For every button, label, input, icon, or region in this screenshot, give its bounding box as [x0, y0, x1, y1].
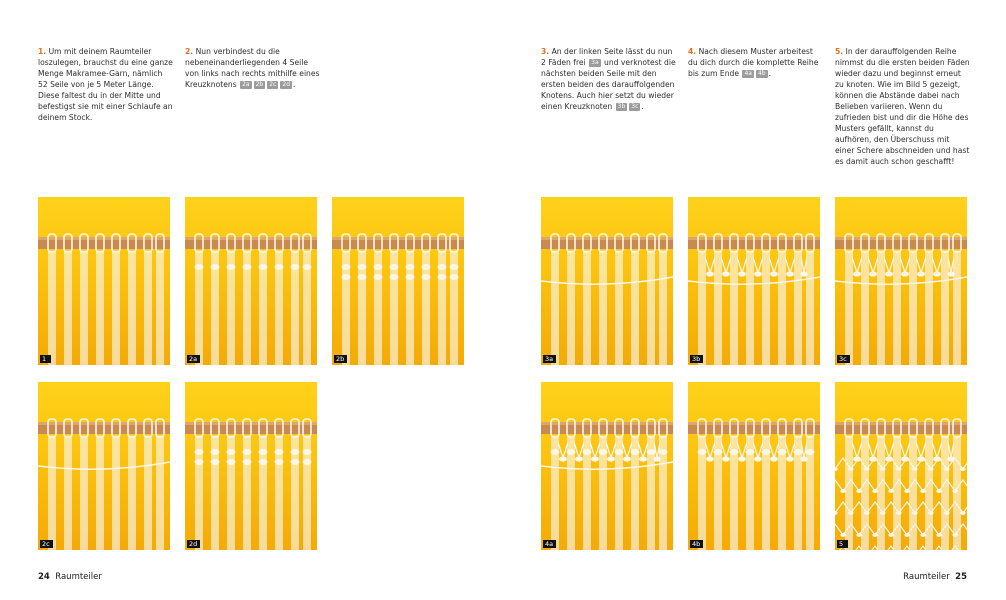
photo-2c	[38, 382, 170, 550]
photo-2d	[185, 382, 317, 550]
step-5-text	[835, 46, 971, 167]
photo-5	[835, 382, 967, 550]
photo-ref-badge: 4a	[744, 70, 752, 77]
step-body: Um mit deinem Raumteiler loszulegen, brauchst du eine ganze Menge Makramee-Garn, nämlich 52 Seile von je 5 Meter Länge. Diese faltest du in der Mitte und befestigst sie mit einer Schlaufe an deinem Stock.	[38, 47, 173, 122]
photo-label: 2b	[334, 355, 347, 363]
step-4-text	[688, 46, 824, 79]
macrame-photo-illustration	[332, 197, 464, 365]
page-number: 24	[38, 572, 50, 582]
step-number: 4.	[688, 47, 697, 56]
photo-ref-badge: 2a	[242, 81, 250, 88]
running-title: Raumteiler	[55, 572, 102, 582]
step-number: 1.	[38, 47, 47, 56]
photo-2b	[332, 197, 464, 365]
step-body-end: .	[768, 69, 771, 78]
step-number: 2.	[185, 47, 194, 56]
photo-ref-badge: 3c	[631, 103, 639, 110]
step-2-text	[185, 46, 321, 90]
footer-right	[903, 572, 967, 582]
photo-label: 2a	[187, 355, 200, 363]
photo-label: 4b	[690, 540, 703, 548]
step-number: 3.	[541, 47, 550, 56]
step-body: In der darauffolgenden Reihe nimmst du die ersten beiden Fäden wieder dazu und beginnst erneut zu knoten. Wie im Bild 5 gezeigt, können die Abstände dabei nach Belieben variieren. Wenn du zufrieden bist und dir die Höhe des Musters gefällt, kannst du aufhören, den Überschuss mit einer Schere abschneiden und hast es damit auch schon geschafft!	[835, 47, 970, 166]
macrame-photo-illustration	[688, 382, 820, 550]
macrame-photo-illustration	[541, 197, 673, 365]
macrame-photo-illustration	[688, 197, 820, 365]
photo-label: 2d	[187, 540, 200, 548]
photo-label: 1	[40, 355, 51, 363]
photo-ref-badge: 3a	[591, 59, 599, 66]
photo-4a	[541, 382, 673, 550]
photo-ref-badge: 2d	[282, 81, 291, 88]
photo-label: 3a	[543, 355, 556, 363]
photo-ref-badge: 2c	[269, 81, 277, 88]
step-body-continued: und verknotest die nächsten beiden Seile mit den ersten beiden des darauffolgenden Knotens. Auch hier setzt du wieder einen Kreuzknoten	[541, 58, 676, 111]
page-number: 25	[955, 572, 967, 582]
step-body-end: .	[293, 80, 296, 89]
photo-label: 4a	[543, 540, 556, 548]
photo-3a	[541, 197, 673, 365]
photo-4b	[688, 382, 820, 550]
macrame-photo-illustration	[835, 382, 967, 550]
photo-label: 2c	[40, 540, 53, 548]
macrame-photo-illustration	[541, 382, 673, 550]
photo-3c	[835, 197, 967, 365]
footer-left	[38, 572, 102, 582]
photo-1	[38, 197, 170, 365]
step-3-text: 3. An der linken Seite lässt du nun 2 Fäden frei 3a und verknotest die nächsten beiden Seile mit den ersten beiden des darauffolgenden Knotens. Auch hier setzt du wieder einen Kreuzknoten 3b 3c .	[541, 47, 676, 111]
photo-ref-badge: 2b	[255, 81, 264, 88]
macrame-photo-illustration	[38, 382, 170, 550]
step-number: 5.	[835, 47, 844, 56]
photo-2a	[185, 197, 317, 365]
photo-label: 3b	[690, 355, 703, 363]
step-body: Nun verbindest du die nebeneinanderliegenden 4 Seile von links nach rechts mithilfe eines Kreuzknotens	[185, 47, 320, 89]
macrame-photo-illustration	[185, 197, 317, 365]
step-1-text	[38, 46, 174, 123]
photo-3b	[688, 197, 820, 365]
step-body: An der linken Seite lässt du nun 2 Fäden frei	[541, 47, 673, 67]
macrame-photo-illustration	[835, 197, 967, 365]
photo-ref-badge: 4b	[757, 70, 766, 77]
macrame-photo-illustration	[185, 382, 317, 550]
step-body: Nach diesem Muster arbeitest du dich durch die komplette Reihe bis zum Ende	[688, 47, 819, 78]
photo-label: 5	[837, 540, 848, 548]
photo-label: 3c	[837, 355, 850, 363]
running-title: Raumteiler	[903, 572, 950, 582]
photo-ref-badge: 3b	[617, 103, 626, 110]
macrame-photo-illustration	[38, 197, 170, 365]
